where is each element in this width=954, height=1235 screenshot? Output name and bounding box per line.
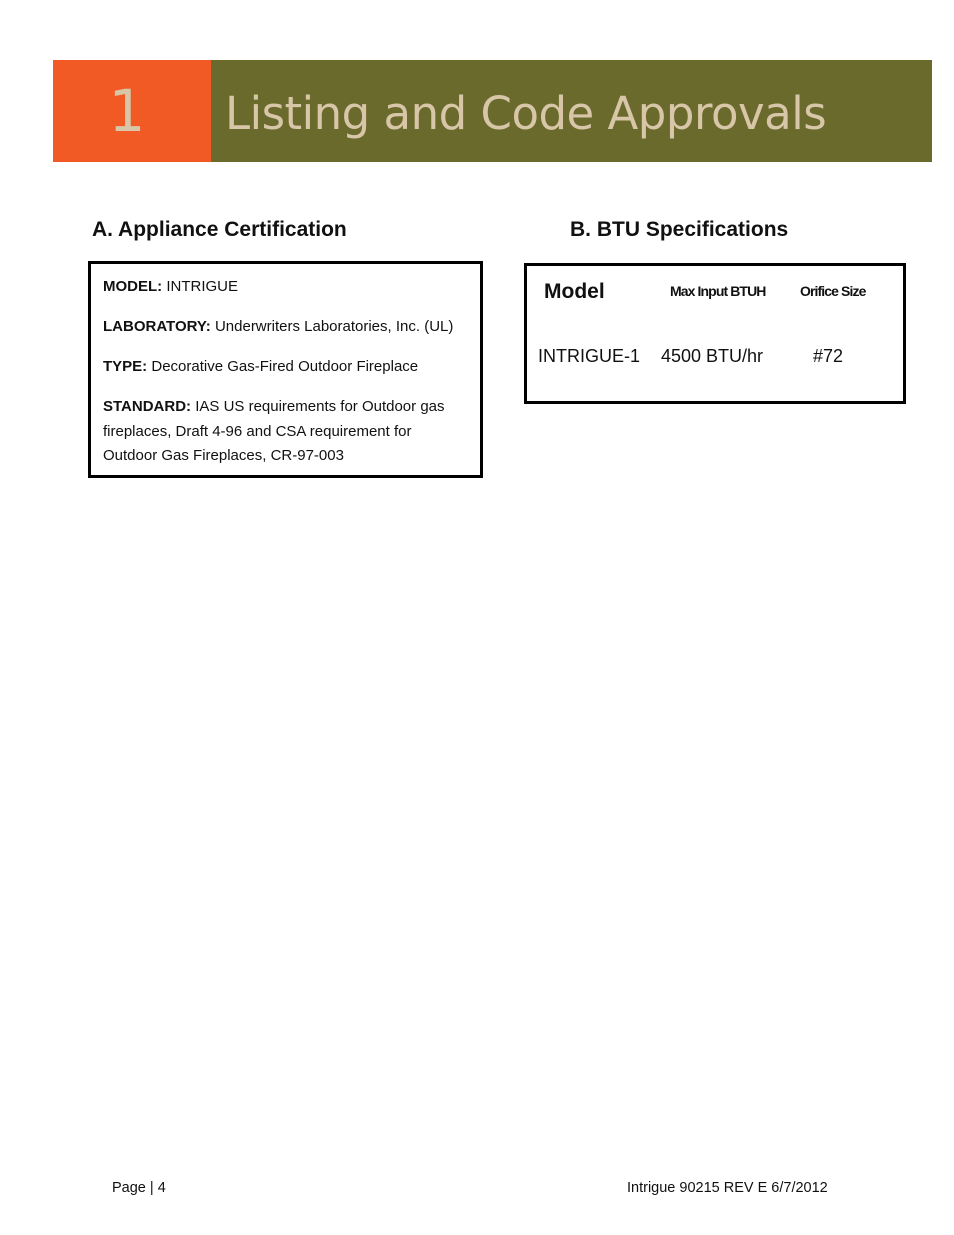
btu-specifications-heading: B. BTU Specifications	[570, 218, 789, 241]
cert-value: Decorative Gas-Fired Outdoor Fireplace	[151, 358, 419, 375]
cert-row-model	[103, 275, 468, 300]
section-banner	[53, 60, 932, 162]
footer-document-id: Intrigue 90215 REV E 6/7/2012	[627, 1180, 828, 1196]
column-header-orifice-size: Orifice Size	[800, 283, 866, 299]
cert-label: MODEL:	[103, 278, 163, 295]
btu-specifications-table	[524, 263, 906, 404]
column-header-max-input: Max Input BTUH	[670, 283, 766, 299]
cell-max-input: 4500 BTU/hr	[661, 346, 764, 366]
cell-orifice-size: #72	[813, 346, 844, 366]
section-title-box	[211, 60, 932, 162]
footer-page-number: Page | 4	[112, 1180, 166, 1196]
cert-value: INTRIGUE	[166, 278, 239, 295]
cert-label: STANDARD:	[103, 398, 192, 415]
certification-box	[88, 261, 483, 478]
column-header-model: Model	[544, 280, 605, 303]
cert-row-standard	[103, 395, 468, 469]
cert-row-laboratory	[103, 315, 468, 340]
cert-label: LABORATORY:	[103, 318, 211, 335]
cell-model: INTRIGUE-1	[538, 346, 641, 366]
section-title: Listing and Code Approvals	[225, 86, 827, 140]
cert-row-type	[103, 355, 468, 380]
cert-value: IAS US requirements for Outdoor gas fireplaces, Draft 4-96 and CSA requirement for Outdoor Gas Fireplaces, CR-97-003	[103, 398, 445, 464]
section-number-box	[53, 60, 211, 162]
cert-value: Underwriters Laboratories, Inc. (UL)	[214, 318, 454, 335]
appliance-certification-heading: A. Appliance Certification	[92, 218, 347, 241]
section-number: 1	[108, 77, 146, 145]
cert-label: TYPE:	[103, 358, 148, 375]
